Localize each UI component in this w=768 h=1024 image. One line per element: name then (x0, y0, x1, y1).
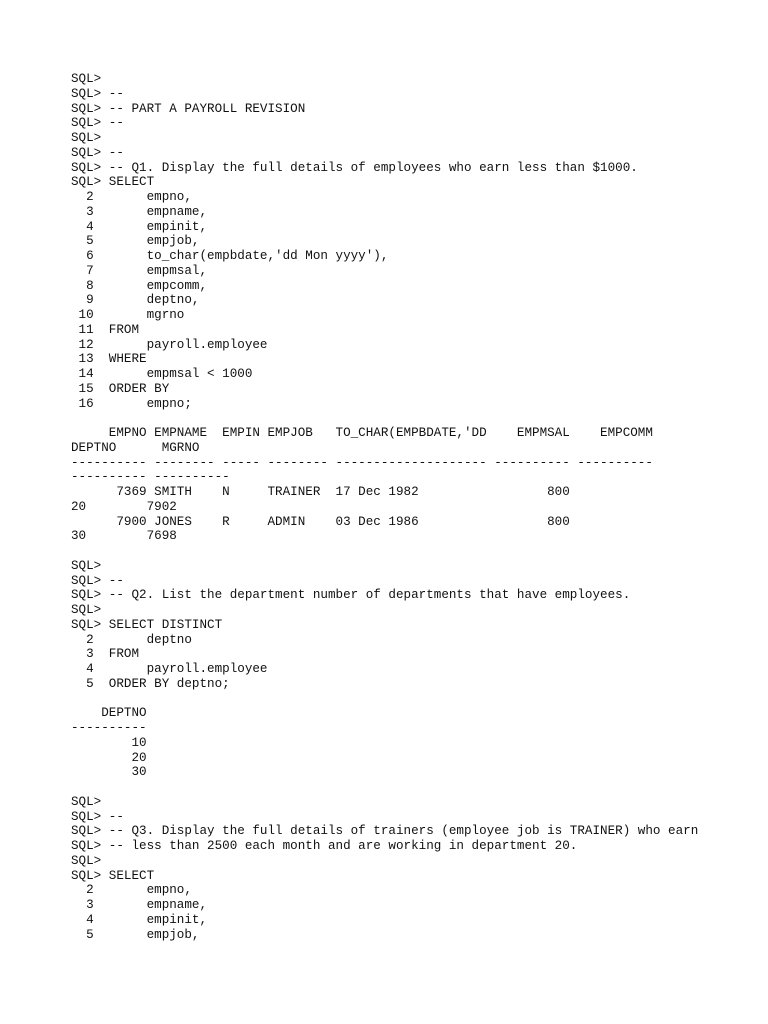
transcript-line: 20 (71, 750, 147, 765)
transcript-line: 15 ORDER BY (71, 381, 170, 396)
transcript-line: 13 WHERE (71, 352, 147, 367)
transcript-line: 9 deptno, (71, 293, 200, 308)
transcript-line: SQL> -- PART A PAYROLL REVISION (71, 101, 306, 116)
transcript-line: 11 FROM (71, 322, 140, 337)
transcript-line: ---------- (71, 721, 147, 735)
transcript-line: 5 empjob, (71, 927, 200, 942)
transcript-line: 8 empcomm, (71, 278, 208, 293)
transcript-line: SQL> (71, 853, 102, 868)
transcript-line: 2 deptno (71, 632, 192, 647)
transcript-line: 2 empno, (71, 190, 192, 204)
transcript-line: 7 empmsal, (71, 263, 208, 278)
transcript-line: 4 empinit, (71, 912, 208, 927)
transcript-line: ---------- ---------- (71, 470, 230, 485)
transcript-line: SQL> SELECT (71, 175, 155, 190)
transcript-line: 7900 JONES R ADMIN 03 Dec 1986 800 (71, 514, 570, 529)
transcript-line (71, 780, 768, 795)
transcript-line: SQL> (71, 794, 102, 809)
transcript-line: 20 7902 (71, 499, 177, 514)
transcript-line: 3 FROM (71, 647, 140, 662)
transcript-line: 10 mgrno (71, 308, 185, 322)
transcript-line: SQL> -- Q2. List the department number of departments that have employees. (71, 588, 631, 603)
transcript-line: SQL> SELECT (71, 868, 155, 883)
transcript-line: SQL> SELECT DISTINCT (71, 617, 223, 632)
transcript-line: SQL> (71, 131, 102, 145)
transcript-line: DEPTNO (71, 706, 147, 721)
transcript-line: 3 empname, (71, 898, 208, 912)
transcript-line: EMPNO EMPNAME EMPIN EMPJOB TO_CHAR(EMPBDATE,'DD EMPMSAL EMPCOMM (71, 426, 653, 440)
transcript-line: 14 empmsal < 1000 (71, 367, 253, 381)
sql-session-transcript (71, 72, 768, 942)
transcript-line: 4 payroll.employee (71, 662, 268, 676)
transcript-line: 30 (71, 765, 147, 780)
transcript-line: 7369 SMITH N TRAINER 17 Dec 1982 800 (71, 485, 570, 499)
transcript-line (71, 692, 768, 707)
transcript-line: 6 to_char(empbdate,'dd Mon yyyy'), (71, 249, 389, 263)
transcript-line (71, 411, 768, 426)
transcript-line: 12 payroll.employee (71, 337, 268, 352)
transcript-line: SQL> (71, 72, 102, 86)
transcript-line (71, 544, 768, 559)
transcript-line: SQL> -- (71, 116, 124, 131)
transcript-line: SQL> -- Q1. Display the full details of employees who earn less than $1000. (71, 160, 638, 175)
transcript-line: SQL> -- Q3. Display the full details of trainers (employee job is TRAINER) who earn (71, 824, 699, 839)
transcript-line: 3 empname, (71, 204, 208, 219)
transcript-line: DEPTNO MGRNO (71, 440, 200, 455)
transcript-line: SQL> -- less than 2500 each month and are working in department 20. (71, 839, 578, 853)
transcript-line: SQL> (71, 558, 102, 573)
transcript-line: ---------- -------- ----- -------- -------------------- ---------- ---------- (71, 455, 653, 470)
transcript-line: 5 empjob, (71, 234, 200, 249)
transcript-line: SQL> -- (71, 809, 124, 824)
transcript-line: 16 empno; (71, 396, 192, 411)
transcript-line: SQL> -- (71, 573, 124, 588)
transcript-line: SQL> -- (71, 86, 124, 101)
transcript-line: SQL> -- (71, 145, 124, 160)
transcript-line: 10 (71, 735, 147, 750)
transcript-line: 4 empinit, (71, 219, 208, 234)
transcript-line: SQL> (71, 603, 102, 617)
transcript-line: 2 empno, (71, 883, 192, 898)
transcript-line: 30 7698 (71, 529, 177, 544)
transcript-line: 5 ORDER BY deptno; (71, 676, 230, 691)
